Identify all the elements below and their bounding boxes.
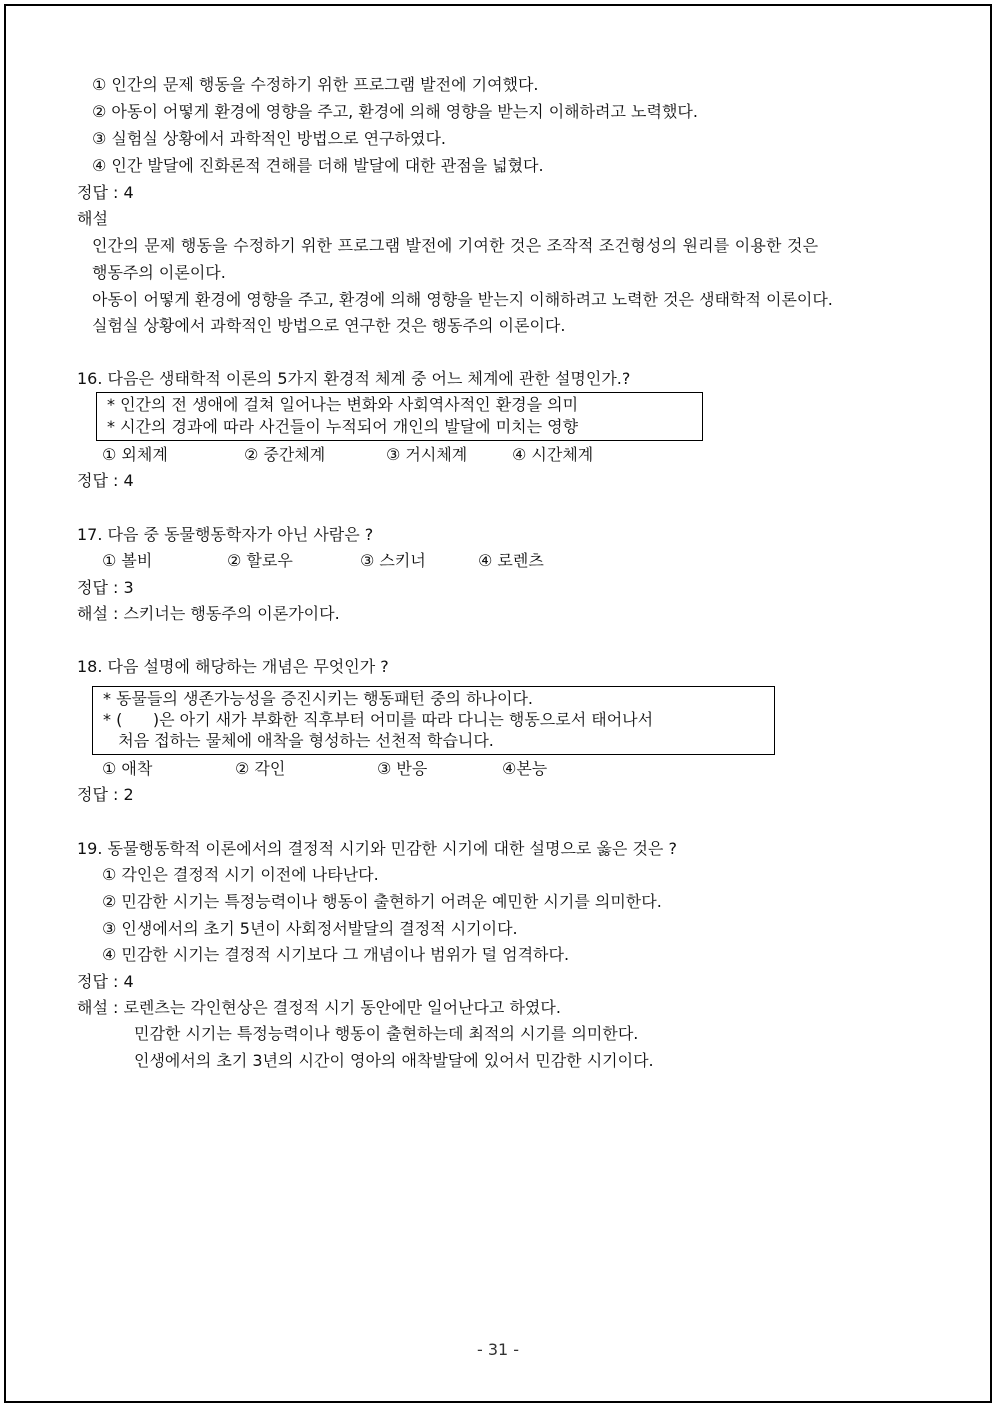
q15-option-1: ① 인간의 문제 행동을 수정하기 위한 프로그램 발전에 기여했다. <box>92 75 539 94</box>
q17-choice-3: ③ 스키너 <box>360 551 426 570</box>
q19-answer: 정답 : 4 <box>77 972 134 991</box>
q16-box-line-2: * 시간의 경과에 따라 사건들이 누적되어 개인의 발달에 미치는 영향 <box>107 417 579 436</box>
q19-explanation-line-2: 민감한 시기는 특정능력이나 행동이 출현하는데 최적의 시기를 의미한다. <box>134 1024 639 1043</box>
q18-choice-3: ③ 반응 <box>377 759 428 778</box>
q18-answer: 정답 : 2 <box>77 785 134 804</box>
q16-answer: 정답 : 4 <box>77 471 134 490</box>
q19-option-1: ① 각인은 결정적 시기 이전에 나타난다. <box>102 865 379 884</box>
q15-explanation-line-3: 아동이 어떻게 환경에 영향을 주고, 환경에 의해 영향을 받는지 이해하려고 노력한 것은 생태학적 이론이다. <box>92 290 833 309</box>
q17-choice-4: ④ 로렌츠 <box>478 551 544 570</box>
q19-option-3: ③ 인생에서의 초기 5년이 사회정서발달의 결정적 시기이다. <box>102 919 518 938</box>
q19-option-2: ② 민감한 시기는 특정능력이나 행동이 출현하기 어려운 예민한 시기를 의미한다. <box>102 892 662 911</box>
q18-choice-4: ④본능 <box>502 759 548 778</box>
document-page <box>4 4 992 1403</box>
q15-option-2: ② 아동이 어떻게 환경에 영향을 주고, 환경에 의해 영향을 받는지 이해하려고 노력했다. <box>92 102 698 121</box>
q15-option-4: ④ 인간 발달에 진화론적 견해를 더해 발달에 대한 관점을 넓혔다. <box>92 156 544 175</box>
q18-question: 18. 다음 설명에 해당하는 개념은 무엇인가 ? <box>77 657 389 676</box>
q16-description-box <box>96 392 703 441</box>
q16-choice-3: ③ 거시체계 <box>386 445 468 464</box>
q17-question: 17. 다음 중 동물행동학자가 아닌 사람은 ? <box>77 525 374 544</box>
q18-box-line-1: * 동물들의 생존가능성을 증진시키는 행동패턴 중의 하나이다. <box>103 689 534 708</box>
q15-explanation-line-2: 행동주의 이론이다. <box>92 263 226 282</box>
q16-choice-1: ① 외체계 <box>102 445 168 464</box>
q18-description-box <box>92 686 775 755</box>
q19-option-4: ④ 민감한 시기는 결정적 시기보다 그 개념이나 범위가 덜 엄격하다. <box>102 945 570 964</box>
q18-choice-1: ① 애착 <box>102 759 153 778</box>
q18-box-line-2: * ( )은 아기 새가 부화한 직후부터 어미를 따라 다니는 행동으로서 태어나서 <box>103 710 654 729</box>
q17-answer: 정답 : 3 <box>77 578 134 597</box>
q17-choice-1: ① 볼비 <box>102 551 153 570</box>
q17-explanation: 해설 : 스키너는 행동주의 이론가이다. <box>77 604 340 623</box>
q15-option-3: ③ 실험실 상황에서 과학적인 방법으로 연구하였다. <box>92 129 446 148</box>
q18-box-line-3: 처음 접하는 물체에 애착을 형성하는 선천적 학습니다. <box>103 731 494 750</box>
q16-box-line-1: * 인간의 전 생애에 걸쳐 일어나는 변화와 사회역사적인 환경을 의미 <box>107 395 579 414</box>
q19-explanation-line-1: 해설 : 로렌츠는 각인현상은 결정적 시기 동안에만 일어난다고 하였다. <box>77 998 561 1017</box>
q19-question: 19. 동물행동학적 이론에서의 결정적 시기와 민감한 시기에 대한 설명으로 옳은 것은 ? <box>77 839 677 858</box>
q16-choice-2: ② 중간체계 <box>244 445 326 464</box>
q15-explanation-label: 해설 <box>77 209 108 228</box>
q15-answer: 정답 : 4 <box>77 183 134 202</box>
page-number: - 31 - <box>476 1340 520 1359</box>
q16-choice-4: ④ 시간체계 <box>512 445 594 464</box>
q15-explanation-line-1: 인간의 문제 행동을 수정하기 위한 프로그램 발전에 기여한 것은 조작적 조건형성의 원리를 이용한 것은 <box>92 236 819 255</box>
q16-question: 16. 다음은 생태학적 이론의 5가지 환경적 체계 중 어느 체계에 관한 설명인가.? <box>77 369 631 388</box>
q18-choice-2: ② 각인 <box>235 759 286 778</box>
q17-choice-2: ② 할로우 <box>227 551 293 570</box>
q19-explanation-line-3: 인생에서의 초기 3년의 시간이 영아의 애착발달에 있어서 민감한 시기이다. <box>134 1051 654 1070</box>
q15-explanation-line-4: 실험실 상황에서 과학적인 방법으로 연구한 것은 행동주의 이론이다. <box>92 316 566 335</box>
